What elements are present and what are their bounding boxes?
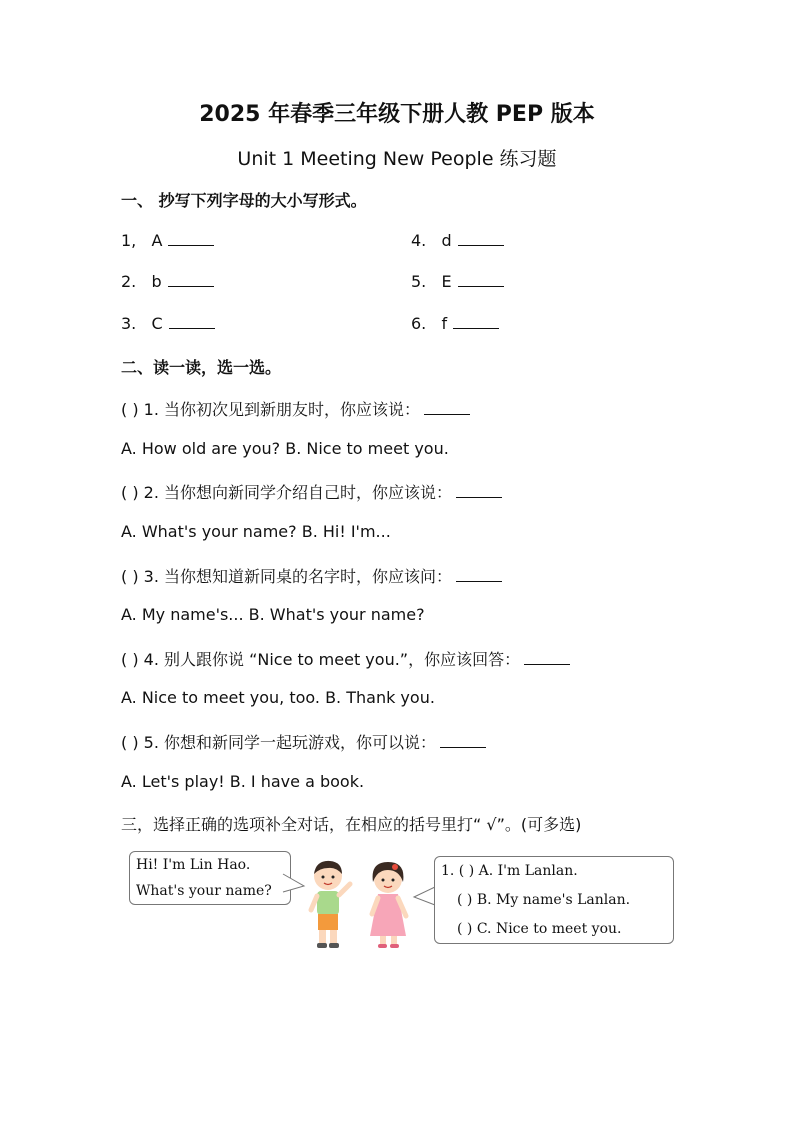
- left-speech-bubble: [129, 851, 291, 905]
- letter-item: 4. d: [411, 231, 504, 250]
- right-speech-bubble: [434, 856, 674, 944]
- question-3: ( ) 3. 当你想知道新同桌的名字时，你应该问：: [121, 564, 502, 587]
- page-subtitle: Unit 1 Meeting New People 练习题: [237, 148, 557, 170]
- bubble-line: What's your name?: [136, 883, 272, 899]
- section3-heading: 三，选择正确的选项补全对话，在相应的括号里打“ √”。(可多选): [121, 815, 582, 834]
- letter-item: 6. f: [411, 314, 499, 333]
- section2-heading: 二、读一读，选一选。: [121, 358, 282, 377]
- options-2: A. What's your name? B. Hi! I'm...: [121, 522, 391, 541]
- options-4: A. Nice to meet you, too. B. Thank you.: [121, 688, 435, 707]
- bubble-option: ( ) B. My name's Lanlan.: [457, 892, 631, 908]
- options-1: A. How old are you? B. Nice to meet you.: [121, 439, 449, 458]
- section1-heading: 一、 抄写下列字母的大小写形式。: [121, 191, 367, 210]
- options-3: A. My name's... B. What's your name?: [121, 605, 425, 624]
- girl-figure: [370, 862, 406, 948]
- question-4: ( ) 4. 别人跟你说 “Nice to meet you.”，你应该回答：: [121, 647, 570, 670]
- bubble-option: ( ) C. Nice to meet you.: [457, 921, 622, 937]
- page-title: 2025 年春季三年级下册人教 PEP 版本: [199, 102, 595, 127]
- question-5: ( ) 5. 你想和新同学一起玩游戏，你可以说：: [121, 730, 486, 753]
- boy-figure: [311, 861, 350, 948]
- letter-item: 1, A: [121, 231, 214, 250]
- children-illustration: [296, 858, 422, 950]
- letter-item: 5. E: [411, 272, 504, 291]
- question-1: ( ) 1. 当你初次见到新朋友时，你应该说：: [121, 397, 470, 420]
- bubble-option: 1. ( ) A. I'm Lanlan.: [441, 863, 578, 879]
- bubble-line: Hi! I'm Lin Hao.: [136, 857, 251, 873]
- letter-item: 3. C: [121, 314, 215, 333]
- letter-item: 2. b: [121, 272, 214, 291]
- question-2: ( ) 2. 当你想向新同学介绍自己时，你应该说：: [121, 480, 502, 503]
- options-5: A. Let's play! B. I have a book.: [121, 772, 365, 791]
